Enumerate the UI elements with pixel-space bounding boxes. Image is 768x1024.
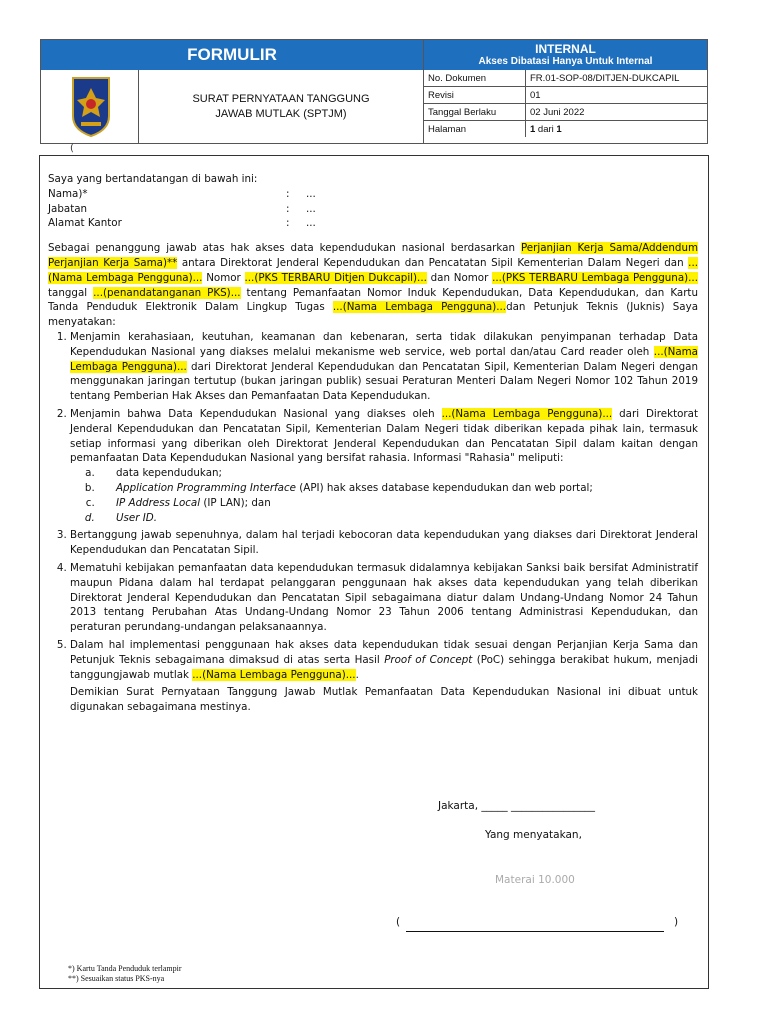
meta-key: Halaman (424, 121, 526, 138)
list-item (70, 330, 698, 404)
secret-info-list (70, 466, 698, 525)
text-run: Application Programming Interface (116, 481, 296, 494)
document-title (139, 70, 424, 143)
page-current: 1 (530, 123, 536, 135)
statement-list (48, 330, 698, 682)
classification-label: INTERNAL (535, 42, 596, 56)
signature-statement: Yang menyatakan, (485, 829, 582, 841)
statement-content (48, 172, 698, 715)
meta-row (424, 87, 707, 104)
text-run: Dalam hal implementasi penggunaan hak akses data kependudukan tidak sesuai dengan Perjanjian Kerja Sama dan Petunjuk Teknis sebagaimana dimaksud di atas serta Hasil (70, 638, 698, 666)
page-total: 1 (556, 123, 562, 135)
text-run: . (355, 668, 359, 681)
meta-key: Revisi (424, 87, 526, 104)
highlighted-placeholder: ...(Nama Lembaga Pengguna)... (441, 407, 613, 420)
list-item (70, 638, 698, 682)
field-value: ... (306, 187, 316, 200)
classification-banner (424, 40, 707, 70)
text-run: Nomor (202, 271, 245, 284)
field-colon: : (286, 202, 290, 215)
footnote-pks-status: **) Sesuaikan status PKS-nya (68, 974, 165, 983)
meta-key: No. Dokumen (424, 70, 526, 87)
text-run: dari Direktorat Jenderal Kependudukan dan Pencatatan Sipil, Kementerian Dalam Negeri dengan menggunakan jaringan tertutup (bukan jaringan publik) sesuai Peraturan Menteri Dalam Negeri Nomor 102 Tahun 2019 tentang Pemberian Hak Akses dan Pemanfaatan Data Kependudukan. (70, 360, 698, 403)
field-value: ... (306, 202, 316, 215)
meta-row (424, 70, 707, 87)
signature-line (406, 931, 664, 932)
text-run: Mematuhi kebijakan pemanfaatan data kependudukan termasuk didalamnya kebijakan Sanksi baik bersifat Administratif maupun Pidana dalam hal terdapat pelanggaran penggunaan hak akses data kependudukan yang telah diberikan Direktorat Jenderal Kependudukan dan Pencatatan Sipil sebagaimana diatur dalam Undang-Undang Nomor 24 Tahun 2013 tentang Perubahan Atas Undang-Undang Nomor 23 Tahun 2006 tentang Administrasi Kependudukan, dan peraturan perundang-undangan pelaksanaannya. (70, 561, 698, 634)
ministry-emblem-icon (69, 76, 113, 138)
text-run: antara Direktorat Jenderal Kependudukan dan Pencatatan Sipil Kementerian Dalam Negeri dan (177, 256, 689, 269)
meta-value: 02 Juni 2022 (526, 104, 708, 121)
page-sep: dari (535, 123, 557, 135)
meta-value: FR.01-SOP-08/DITJEN-DUKCAPIL (530, 72, 680, 84)
duty-stamp-placeholder: Materai 10.000 (495, 874, 575, 886)
logo-cell (41, 70, 139, 143)
signature-open-paren: ( (396, 916, 401, 928)
text-run: (API) hak akses database kependudukan dan web portal; (295, 481, 593, 494)
meta-key: Tanggal Berlaku (424, 104, 526, 121)
document-title-line: JAWAB MUTLAK (SPTJM) (215, 107, 347, 120)
meta-row (424, 104, 707, 121)
field-value: ... (306, 217, 316, 230)
text-run: dan Petunjuk Teknis (Juknis) Saya menyatakan: (48, 301, 699, 329)
field-position (48, 202, 698, 217)
intro-line: Saya yang bertandatangan di bawah ini: (48, 173, 258, 185)
text-run: (IP LAN); dan (200, 496, 271, 509)
list-item (70, 561, 698, 635)
classification-note: Akses Dibatasi Hanya Untuk Internal (478, 56, 653, 67)
text-run: Menjamin bahwa Data Kependudukan Nasional yang diakses oleh (70, 407, 442, 420)
highlighted-placeholder: ...(penandatanganan PKS)... (93, 286, 241, 299)
text-run: dari Direktorat Jenderal Kependudukan dan Pencatatan Sipil, Kementerian Dalam Negeri tidak diberikan kepada pihak lain, termasuk setiap informasi yang diberikan oleh Direktorat Jenderal Kependudukan dan Pencatatan Sipil dalam kaitan dengan pemanfaatan Data Kependudukan Nasional yang bersifat rahasia. Informasi "Rahasia" meliputi: (70, 407, 698, 465)
text-run: data kependudukan; (116, 467, 223, 480)
statement-body (39, 155, 709, 989)
text-run: IP Address Local (116, 496, 201, 509)
meta-value (526, 121, 708, 138)
stray-mark: ( (70, 143, 74, 154)
field-name (48, 187, 698, 202)
form-label: FORMULIR (41, 40, 424, 70)
text-run: tentang Pemanfaatan Nomor Induk Kependudukan, Data Kependudukan, dan Kartu Tanda Penduduk Elektronik Dalam Lingkup Tugas (48, 286, 698, 314)
document-header (40, 39, 708, 144)
document-meta-table (424, 70, 707, 137)
list-item (98, 511, 698, 526)
highlighted-placeholder: ...(PKS TERBARU Lembaga Pengguna)... (492, 271, 698, 284)
text-run: (PoC) sehingga berakibat hukum, menjadi tanggungjawab mutlak (70, 653, 698, 681)
text-run: Menjamin kerahasiaan, keutuhan, keamanan dan kebenaran, serta tidak dilakukan penyimpanan terhadap Data Kependudukan Nasional yang diakses melalui mekanisme web service, web portal dan/atau Card reader oleh (70, 330, 698, 358)
highlighted-placeholder: ...(Nama Lembaga Pengguna)... (192, 668, 356, 681)
field-label: Alamat Kantor (48, 217, 122, 230)
footnote-id-card: *) Kartu Tanda Penduduk terlampir (68, 964, 182, 973)
field-label: Nama)* (48, 187, 88, 200)
list-item (70, 528, 698, 558)
list-item (98, 481, 698, 496)
highlighted-placeholder: Perjanjian Kerja Sama/Addendum Perjanjian Kerja Sama)** (48, 242, 699, 269)
text-run: dan Nomor (426, 271, 493, 284)
highlighted-placeholder: ...(PKS TERBARU Ditjen Dukcapil)... (244, 271, 427, 284)
signature-close-paren: ) (674, 916, 679, 928)
list-item (98, 466, 698, 481)
opening-paragraph (48, 241, 698, 330)
field-label: Jabatan (48, 202, 88, 215)
meta-row (424, 121, 707, 138)
field-office-address (48, 216, 698, 231)
highlighted-placeholder: ...(Nama Lembaga Pengguna)... (48, 256, 698, 284)
document-title-line: SURAT PERNYATAAN TANGGUNG (192, 92, 370, 105)
closing-paragraph: Demikian Surat Pernyataan Tanggung Jawab Mutlak Pemanfaatan Data Kependudukan Nasional ini dibuat untuk digunakan sebagaimana mestinya. (70, 686, 698, 714)
highlighted-placeholder: ...(Nama Lembaga Pengguna)... (332, 301, 507, 314)
text-run: tanggal (48, 286, 94, 299)
text-run: Bertanggung jawab sepenuhnya, dalam hal terjadi kebocoran data kependudukan yang diakses dari Direktorat Jenderal Kependudukan dan Pencatatan Sipil. (70, 529, 698, 557)
text-run: User ID. (116, 511, 157, 524)
list-item (98, 496, 698, 511)
signature-place-date: Jakarta, _____ ________________ (438, 800, 595, 812)
field-colon: : (286, 217, 290, 230)
highlighted-placeholder: ...(Nama Lembaga Pengguna)... (70, 345, 698, 373)
text-run: Sebagai penanggung jawab atas hak akses data kependudukan nasional berdasarkan (48, 242, 521, 255)
text-run: Proof of Concept (384, 653, 473, 666)
list-item (70, 407, 698, 525)
meta-value: 01 (526, 87, 708, 104)
field-colon: : (286, 187, 290, 200)
